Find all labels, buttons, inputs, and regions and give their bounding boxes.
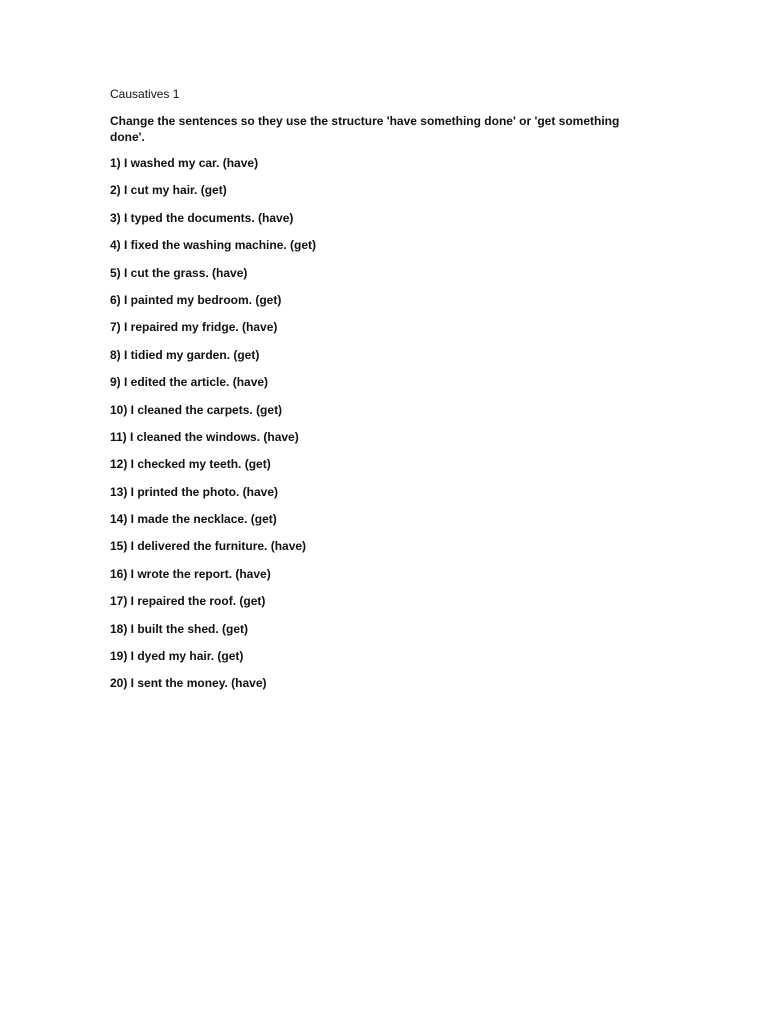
document-page <box>110 86 650 703</box>
exercise-item-17: 17) I repaired the roof. (get) <box>110 594 266 609</box>
exercise-list <box>110 155 650 692</box>
exercise-item-4: 4) I fixed the washing machine. (get) <box>110 238 317 253</box>
exercise-item-16: 16) I wrote the report. (have) <box>110 566 271 581</box>
exercise-item-13: 13) I printed the photo. (have) <box>110 484 279 499</box>
exercise-item-7: 7) I repaired my fridge. (have) <box>110 320 278 335</box>
exercise-item-12: 12) I checked my teeth. (get) <box>110 457 271 472</box>
exercise-item-14: 14) I made the necklace. (get) <box>110 512 277 527</box>
exercise-item-10: 10) I cleaned the carpets. (get) <box>110 402 283 417</box>
exercise-item-20: 20) I sent the money. (have) <box>110 676 267 691</box>
exercise-item-9: 9) I edited the article. (have) <box>110 375 269 390</box>
exercise-item-2: 2) I cut my hair. (get) <box>110 183 227 198</box>
exercise-item-3: 3) I typed the documents. (have) <box>110 210 294 225</box>
exercise-item-6: 6) I painted my bedroom. (get) <box>110 292 282 307</box>
document-title: Causatives 1 <box>110 87 180 101</box>
exercise-item-1: 1) I washed my car. (have) <box>110 156 259 170</box>
exercise-item-8: 8) I tidied my garden. (get) <box>110 347 260 362</box>
exercise-item-15: 15) I delivered the furniture. (have) <box>110 539 307 554</box>
exercise-item-19: 19) I dyed my hair. (get) <box>110 649 244 664</box>
exercise-item-5: 5) I cut the grass. (have) <box>110 265 248 280</box>
exercise-item-18: 18) I built the shed. (get) <box>110 621 249 636</box>
exercise-item-11: 11) I cleaned the windows. (have) <box>110 429 299 444</box>
instructions-text: Change the sentences so they use the structure 'have something done' or 'get something done'. <box>110 114 620 144</box>
